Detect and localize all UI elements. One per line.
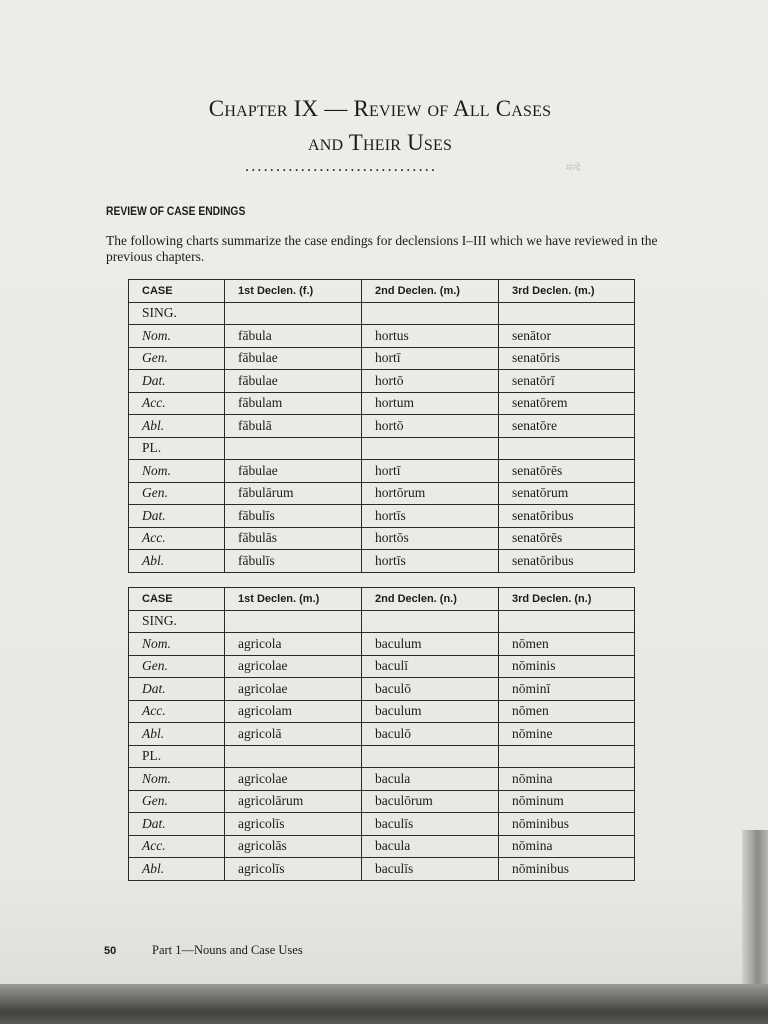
table-row: [129, 745, 635, 768]
case-label: Acc.: [129, 527, 225, 550]
table-row: [129, 550, 635, 573]
ending-cell: baculōrum: [362, 790, 499, 813]
ending-cell: fābulīs: [225, 505, 362, 528]
ending-cell: senatōrem: [499, 392, 635, 415]
ending-cell: nōmina: [499, 835, 635, 858]
case-label: Dat.: [129, 678, 225, 701]
ending-cell: [362, 610, 499, 633]
table-row: [129, 370, 635, 393]
ending-cell: baculī: [362, 655, 499, 678]
ending-cell: senatōrī: [499, 370, 635, 393]
case-label: Acc.: [129, 392, 225, 415]
ending-cell: fābulae: [225, 347, 362, 370]
ending-cell: [225, 437, 362, 460]
ending-cell: nōmine: [499, 723, 635, 746]
ending-cell: [362, 302, 499, 325]
ending-cell: [499, 745, 635, 768]
ending-cell: nōminī: [499, 678, 635, 701]
section-heading: REVIEW OF CASE ENDINGS: [106, 204, 246, 218]
table-row: [129, 678, 635, 701]
number-group-label: PL.: [129, 745, 225, 768]
ending-cell: agricolae: [225, 678, 362, 701]
ending-cell: fābulās: [225, 527, 362, 550]
ending-cell: nōminis: [499, 655, 635, 678]
table-row: [129, 437, 635, 460]
ending-cell: nōmina: [499, 768, 635, 791]
page-edge-shadow: [742, 830, 768, 990]
ending-cell: agricolae: [225, 655, 362, 678]
ending-cell: nōminibus: [499, 858, 635, 881]
header-decl-2: 2nd Declen. (n.): [362, 588, 499, 611]
page-number: 50: [104, 945, 117, 957]
running-footer: Part 1—Nouns and Case Uses: [152, 943, 303, 957]
ending-cell: baculum: [362, 700, 499, 723]
table-row: [129, 700, 635, 723]
ending-cell: [499, 302, 635, 325]
number-group-label: SING.: [129, 302, 225, 325]
ending-cell: agricola: [225, 633, 362, 656]
ending-cell: fābula: [225, 325, 362, 348]
table-row: [129, 858, 635, 881]
ending-cell: nōminum: [499, 790, 635, 813]
ending-cell: fābulā: [225, 415, 362, 438]
ending-cell: hortō: [362, 370, 499, 393]
case-label: Dat.: [129, 813, 225, 836]
table-row: [129, 325, 635, 348]
ending-cell: agricolīs: [225, 858, 362, 881]
declension-table-1: [128, 279, 635, 573]
header-case: CASE: [129, 280, 225, 303]
chapter-title-line-1: Chapter IX — Review of All Cases: [208, 96, 552, 121]
table-row: [129, 482, 635, 505]
case-label: Nom.: [129, 768, 225, 791]
case-label: Abl.: [129, 550, 225, 573]
ending-cell: agricolārum: [225, 790, 362, 813]
ending-cell: [225, 302, 362, 325]
table-row: [129, 347, 635, 370]
declension-table-2: [128, 587, 635, 881]
case-label: Abl.: [129, 415, 225, 438]
table-header-row: [129, 588, 635, 611]
table-row: [129, 813, 635, 836]
scan-bottom-shadow: [0, 984, 768, 1024]
table-row: [129, 655, 635, 678]
ending-cell: [225, 610, 362, 633]
intro-paragraph: The following charts summarize the case endings for declensions I–III which we have reviewed in the previous chapters.: [106, 233, 658, 264]
case-label: Abl.: [129, 723, 225, 746]
ending-cell: [362, 745, 499, 768]
table-row: [129, 302, 635, 325]
ending-cell: agricolās: [225, 835, 362, 858]
case-label: Gen.: [129, 655, 225, 678]
ending-cell: hortōs: [362, 527, 499, 550]
faint-bleed-through-mark: मन्दे: [566, 163, 581, 174]
ending-cell: bacula: [362, 768, 499, 791]
ending-cell: baculō: [362, 723, 499, 746]
ending-cell: [499, 437, 635, 460]
ending-cell: agricolā: [225, 723, 362, 746]
ending-cell: fābulae: [225, 370, 362, 393]
ending-cell: senatōrēs: [499, 527, 635, 550]
case-label: Gen.: [129, 790, 225, 813]
ending-cell: baculum: [362, 633, 499, 656]
case-label: Gen.: [129, 347, 225, 370]
case-label: Nom.: [129, 633, 225, 656]
table-row: [129, 835, 635, 858]
ending-cell: [499, 610, 635, 633]
ending-cell: [225, 745, 362, 768]
ending-cell: senatōribus: [499, 505, 635, 528]
table-row: [129, 527, 635, 550]
ending-cell: senātor: [499, 325, 635, 348]
table-row: [129, 610, 635, 633]
case-label: Nom.: [129, 325, 225, 348]
header-case: CASE: [129, 588, 225, 611]
case-label: Dat.: [129, 505, 225, 528]
case-label: Abl.: [129, 858, 225, 881]
ending-cell: agricolīs: [225, 813, 362, 836]
ending-cell: fābulīs: [225, 550, 362, 573]
ending-cell: hortī: [362, 347, 499, 370]
ending-cell: senatōre: [499, 415, 635, 438]
case-label: Acc.: [129, 700, 225, 723]
ending-cell: senatōribus: [499, 550, 635, 573]
case-label: Dat.: [129, 370, 225, 393]
ending-cell: senatōris: [499, 347, 635, 370]
ending-cell: senatōrum: [499, 482, 635, 505]
ending-cell: senatōrēs: [499, 460, 635, 483]
table-row: [129, 460, 635, 483]
table-header-row: [129, 280, 635, 303]
ending-cell: hortum: [362, 392, 499, 415]
ending-cell: fābulārum: [225, 482, 362, 505]
ending-cell: baculīs: [362, 858, 499, 881]
ending-cell: fābulam: [225, 392, 362, 415]
ending-cell: bacula: [362, 835, 499, 858]
ending-cell: hortō: [362, 415, 499, 438]
case-label: Nom.: [129, 460, 225, 483]
table-row: [129, 633, 635, 656]
header-decl-3: 3rd Declen. (n.): [499, 588, 635, 611]
table-row: [129, 768, 635, 791]
ending-cell: [362, 437, 499, 460]
case-label: Gen.: [129, 482, 225, 505]
table-row: [129, 505, 635, 528]
ending-cell: hortīs: [362, 550, 499, 573]
ending-cell: fābulae: [225, 460, 362, 483]
ending-cell: hortīs: [362, 505, 499, 528]
table-row: [129, 415, 635, 438]
ending-cell: hortōrum: [362, 482, 499, 505]
ending-cell: agricolae: [225, 768, 362, 791]
title-dotted-rule: ...............................: [245, 158, 438, 175]
header-decl-3: 3rd Declen. (m.): [499, 280, 635, 303]
ending-cell: baculīs: [362, 813, 499, 836]
header-decl-2: 2nd Declen. (m.): [362, 280, 499, 303]
table-row: [129, 790, 635, 813]
case-label: Acc.: [129, 835, 225, 858]
ending-cell: nōmen: [499, 700, 635, 723]
table-row: [129, 723, 635, 746]
ending-cell: hortī: [362, 460, 499, 483]
number-group-label: PL.: [129, 437, 225, 460]
header-decl-1: 1st Declen. (m.): [225, 588, 362, 611]
ending-cell: nōmen: [499, 633, 635, 656]
header-decl-1: 1st Declen. (f.): [225, 280, 362, 303]
ending-cell: agricolam: [225, 700, 362, 723]
ending-cell: baculō: [362, 678, 499, 701]
number-group-label: SING.: [129, 610, 225, 633]
ending-cell: nōminibus: [499, 813, 635, 836]
ending-cell: hortus: [362, 325, 499, 348]
table-row: [129, 392, 635, 415]
chapter-title-line-2: and Their Uses: [307, 130, 453, 155]
